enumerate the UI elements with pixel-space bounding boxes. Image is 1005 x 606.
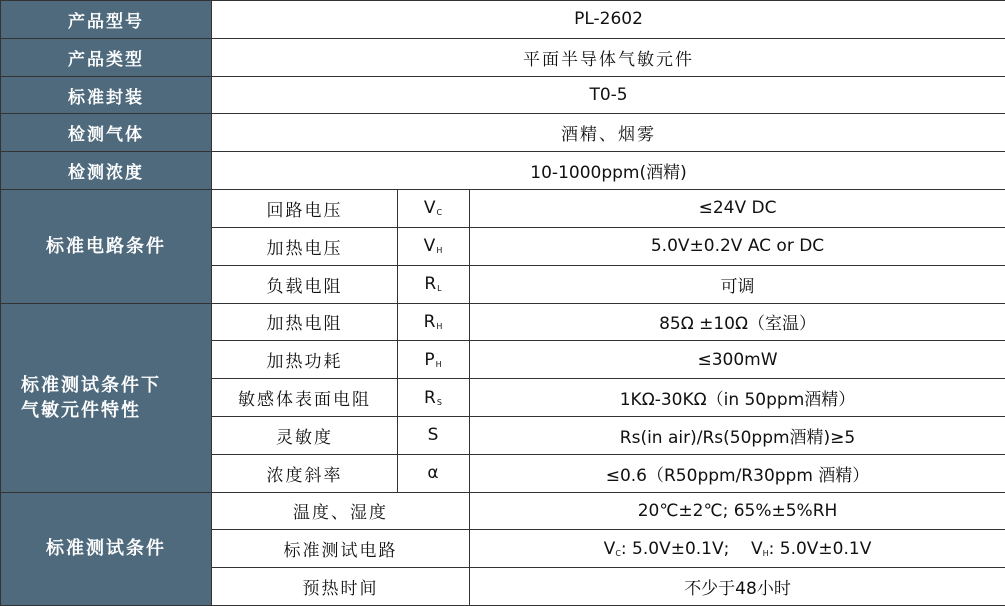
section-label-line: 标准测试条件下 xyxy=(21,374,161,396)
param-symbol: $R_S$ xyxy=(398,379,470,417)
param-value: 可调 xyxy=(470,265,1005,303)
type-value: 平面半导体气敏元件 xyxy=(212,38,1005,76)
param-symbol: S xyxy=(398,416,470,454)
model-value: PL-2602 xyxy=(212,1,1005,39)
param-symbol: $V_H$ xyxy=(398,227,470,265)
param-value: 1KΩ-30KΩ（in 50ppm酒精） xyxy=(470,379,1005,417)
param-name: 温度、湿度 xyxy=(212,492,470,530)
table-row xyxy=(1,114,1005,152)
row-label-model: 产品型号 xyxy=(1,1,212,39)
param-value: ≤0.6（R50ppm/R30ppm 酒精） xyxy=(470,454,1005,492)
param-value: 5.0V±0.2V AC or DC xyxy=(470,227,1005,265)
param-name: 加热功耗 xyxy=(212,341,398,379)
gas-value: 酒精、烟雾 xyxy=(212,114,1005,152)
table-row xyxy=(1,190,1005,228)
param-name: 标准测试电路 xyxy=(212,530,470,568)
param-value: Rs(in air)/Rs(50ppm酒精)≥5 xyxy=(470,416,1005,454)
param-value: VC: 5.0V±0.1V; VH: 5.0V±0.1V xyxy=(470,530,1005,568)
row-label-range: 检测浓度 xyxy=(1,152,212,190)
param-value: 85Ω ±10Ω（室温） xyxy=(470,303,1005,341)
param-symbol: $R_L$ xyxy=(398,265,470,303)
param-name: 负载电阻 xyxy=(212,265,398,303)
table-row xyxy=(1,1,1005,39)
param-name: 浓度斜率 xyxy=(212,454,398,492)
row-label-type: 产品类型 xyxy=(1,38,212,76)
param-symbol: $P_H$ xyxy=(398,341,470,379)
range-value: 10-1000ppm(酒精) xyxy=(212,152,1005,190)
table-row xyxy=(1,152,1005,190)
table-row xyxy=(1,303,1005,341)
param-name: 回路电压 xyxy=(212,190,398,228)
section-label-test-conditions: 标准测试条件 xyxy=(1,492,212,605)
param-symbol: α xyxy=(398,454,470,492)
param-value: ≤24V DC xyxy=(470,190,1005,228)
section-label-characteristics xyxy=(1,303,212,492)
param-name: 加热电压 xyxy=(212,227,398,265)
param-value: ≤300mW xyxy=(470,341,1005,379)
param-symbol: $V_C$ xyxy=(398,190,470,228)
param-name: 预热时间 xyxy=(212,568,470,606)
param-name: 敏感体表面电阻 xyxy=(212,379,398,417)
package-value: T0-5 xyxy=(212,76,1005,114)
param-symbol: $R_H$ xyxy=(398,303,470,341)
row-label-gas: 检测气体 xyxy=(1,114,212,152)
table-row xyxy=(1,38,1005,76)
row-label-package: 标准封装 xyxy=(1,76,212,114)
section-label-circuit: 标准电路条件 xyxy=(1,190,212,303)
param-value: 20℃±2℃; 65%±5%RH xyxy=(470,492,1005,530)
param-name: 灵敏度 xyxy=(212,416,398,454)
table-row xyxy=(1,492,1005,530)
table-row xyxy=(1,76,1005,114)
section-label-line: 气敏元件特性 xyxy=(21,399,141,421)
param-name: 加热电阻 xyxy=(212,303,398,341)
param-value: 不少于48小时 xyxy=(470,568,1005,606)
